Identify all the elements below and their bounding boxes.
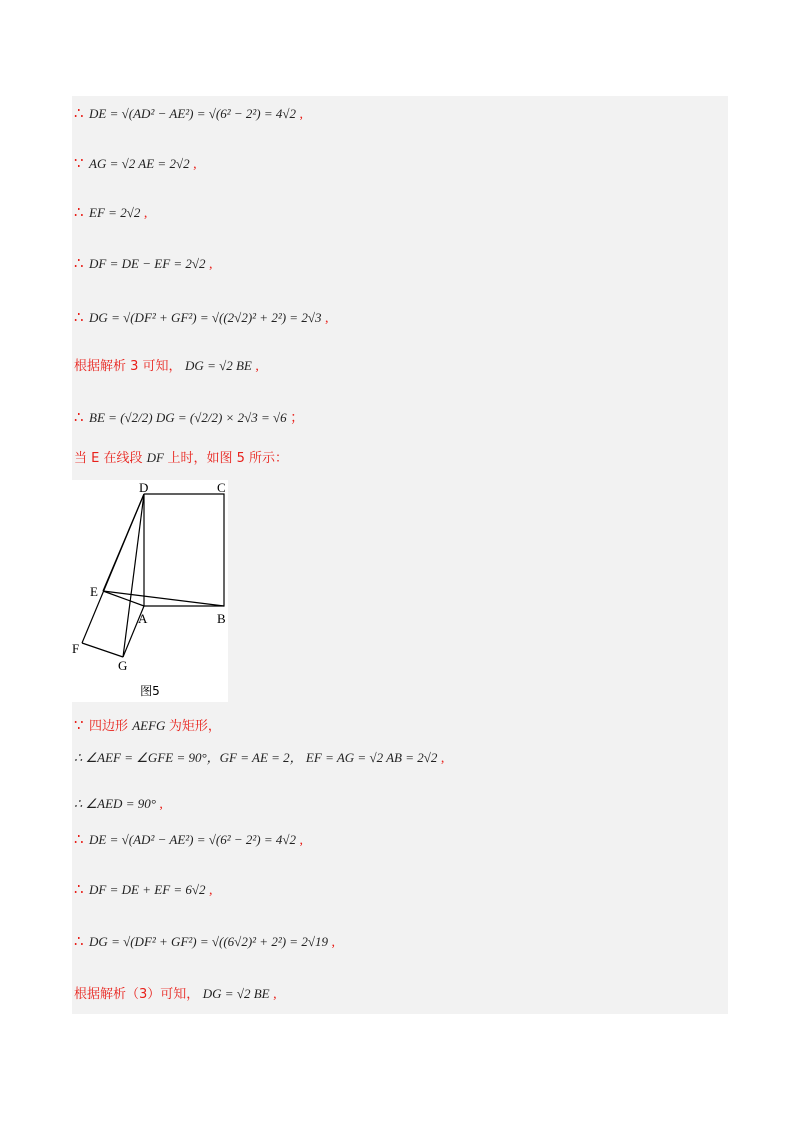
shape-name: AEFG <box>132 718 166 733</box>
equation-line-2 <box>74 154 197 175</box>
equation-line-15 <box>74 984 277 1005</box>
chinese-text: 根据解析 3 可知， <box>74 359 182 374</box>
segment-name: DF <box>146 450 164 465</box>
label-B: B <box>217 611 226 626</box>
equation-text: DG = √2 BE <box>202 986 270 1001</box>
therefore-symbol: ∴ <box>74 205 84 221</box>
geometry-figure <box>72 480 228 702</box>
equation-line-1 <box>74 104 303 125</box>
equation-text: AG = √2 AE = 2√2 <box>89 156 190 171</box>
punctuation: , <box>143 206 148 221</box>
figure-diagram <box>72 480 228 702</box>
punctuation: , <box>299 107 304 122</box>
figure-caption: 图5 <box>140 684 160 698</box>
equation-line-10 <box>74 748 444 769</box>
label-G: G <box>118 658 128 673</box>
chinese-text: 当 E 在线段 <box>74 451 147 466</box>
punctuation: , <box>159 797 163 812</box>
because-symbol: ∵ <box>74 718 84 734</box>
equation-line-7 <box>74 408 304 429</box>
condition-line <box>74 716 221 737</box>
chinese-text: 上时，如图 5 所示： <box>167 451 289 466</box>
case-heading-line <box>74 448 288 469</box>
equation-text: DG = √(DF² + GF²) = √((2√2)² + 2²) = 2√3 <box>89 310 322 325</box>
label-E: E <box>90 584 98 599</box>
punctuation: ； <box>290 411 305 426</box>
equation-line-6 <box>74 356 259 377</box>
equation-line-14 <box>74 932 335 953</box>
punctuation: , <box>324 311 329 326</box>
punctuation: , <box>299 833 304 848</box>
equation-text: BE = (√2/2) DG = (√2/2) × 2√3 = √6 <box>89 410 287 425</box>
equation-line-5 <box>74 308 328 329</box>
equation-text: DE = √(AD² − AE²) = √(6² − 2²) = 4√2 <box>89 832 297 847</box>
chinese-text: 为矩形， <box>168 719 221 734</box>
therefore-symbol: ∴ <box>74 410 84 426</box>
punctuation: , <box>209 883 213 898</box>
punctuation: , <box>440 751 445 766</box>
therefore-symbol: ∴ <box>74 310 84 326</box>
label-D: D <box>139 480 149 495</box>
equation-text: EF = 2√2 <box>89 205 141 220</box>
punctuation: , <box>255 359 259 374</box>
because-symbol: ∵ <box>74 156 84 172</box>
equation-line-3 <box>74 203 147 224</box>
punctuation: , <box>193 157 197 172</box>
punctuation: , <box>209 257 213 272</box>
punctuation: , <box>273 987 277 1002</box>
equation-line-4 <box>74 254 213 275</box>
equation-text: DG = √2 BE <box>185 358 252 373</box>
therefore-symbol: ∴ <box>74 106 84 122</box>
equation-text: DG = √(DF² + GF²) = √((6√2)² + 2²) = 2√19 <box>89 934 328 949</box>
equation-text: DF = DE − EF = 2√2 <box>89 256 206 271</box>
chinese-text: 根据解析（3）可知， <box>74 987 200 1002</box>
equation-text: ∴ ∠AEF = ∠GFE = 90°，GF = AE = 2， EF = AG = √2 AB = 2√2 <box>74 750 438 765</box>
equation-text: ∴ ∠AED = 90° <box>74 796 156 811</box>
therefore-symbol: ∴ <box>74 256 84 272</box>
equation-line-12 <box>74 830 303 851</box>
equation-line-13 <box>74 880 213 901</box>
equation-text: DF = DE + EF = 6√2 <box>89 882 206 897</box>
label-C: C <box>217 480 226 495</box>
equation-text: DE = √(AD² − AE²) = √(6² − 2²) = 4√2 <box>89 106 297 121</box>
therefore-symbol: ∴ <box>74 934 84 950</box>
equation-line-11 <box>74 794 163 815</box>
chinese-text: 四边形 <box>89 719 133 734</box>
therefore-symbol: ∴ <box>74 832 84 848</box>
label-A: A <box>138 611 148 626</box>
punctuation: , <box>331 935 335 950</box>
therefore-symbol: ∴ <box>74 882 84 898</box>
label-F: F <box>72 641 80 656</box>
